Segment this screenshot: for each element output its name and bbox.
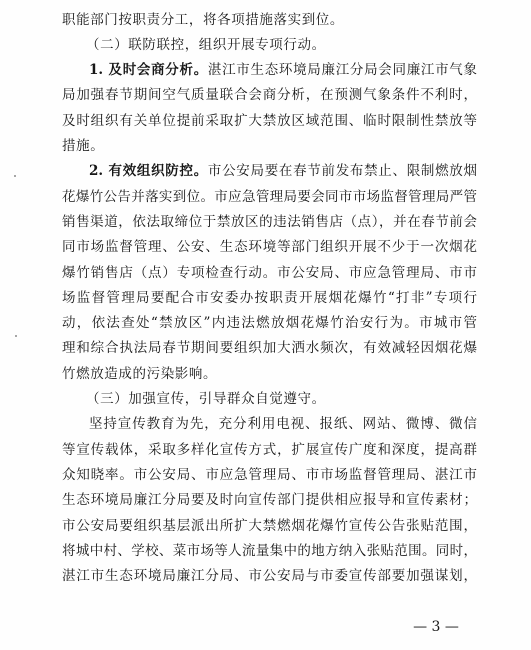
section-heading: （二）联防联控，组织开展专项行动。 [86,36,326,53]
margin-mark [14,175,16,177]
text-line: 措施。 [62,138,105,154]
text-line: 同市场监督管理、公安、生态环境等部门组织开展不少于一次烟花 [62,239,477,256]
text-line: 理和综合执法局春节期间要组织加大洒水频次，有效减轻因烟花爆 [62,340,477,357]
text-line: 众知晓率。市公安局、市应急管理局、市市场监督管理局、湛江市 [62,466,477,483]
item-lead: 1. 及时会商分析。 [89,62,208,79]
text-line: 市公安局要组织基层派出所扩大禁燃烟花爆竹宣传公告张贴范围， [62,517,477,534]
line-text: 湛江市生态环境局廉江分局会同廉江市气象 [207,62,477,79]
text-line: 爆竹销售店（点）专项检查行动。市公安局、市应急管理局、市市 [62,264,477,281]
margin-mark [15,335,17,337]
text-line: 竹燃放造成的污染影响。 [62,365,218,382]
text-line: 等宣传载体，采取多样化宣传方式，扩展宣传广度和深度，提高群 [62,441,477,458]
text-line: 花爆竹公告并落实到位。市应急管理局要会同市市场监督管理局严管 [62,188,477,205]
section-heading: （三）加强宣传，引导群众自觉遵守。 [86,391,326,407]
text-line [89,159,477,184]
text-line: 动，依法查处“禁放区”内违法燃放烟花爆竹治安行为。市城市管 [62,315,477,332]
text-line: 职能部门按职责分工，将各项措施落实到位。 [62,11,344,28]
text-line: 及时组织有关单位提前采取扩大禁放区域范围、临时限制性禁放等 [62,112,477,129]
page-number: — 3 — [413,619,459,635]
text-line: 坚持宣传教育为先，充分利用电视、报纸、网站、微博、微信 [89,416,477,433]
line-text: 市公安局要在春节前发布禁止、限制燃放烟 [207,163,477,180]
text-line: 生态环境局廉江分局要及时向宣传部门提供相应报导和宣传素材； [62,492,477,509]
text-line: 局加强春节期间空气质量联合会商分析，在预测气象条件不利时， [62,87,477,104]
text-line: 湛江市生态环境局廉江分局、市公安局与市委宣传部要加强谋划， [62,568,477,585]
text-line: 将城中村、学校、菜市场等人流量集中的地方纳入张贴范围。同时， [62,542,477,559]
item-lead: 2. 有效组织防控。 [89,163,208,180]
text-line [89,58,477,83]
text-line: 销售渠道，依法取缔位于禁放区的违法销售店（点），并在春节前会 [62,213,477,230]
text-line: 场监督管理局要配合市安委办按职责开展烟花爆竹“打非”专项行 [62,289,477,306]
